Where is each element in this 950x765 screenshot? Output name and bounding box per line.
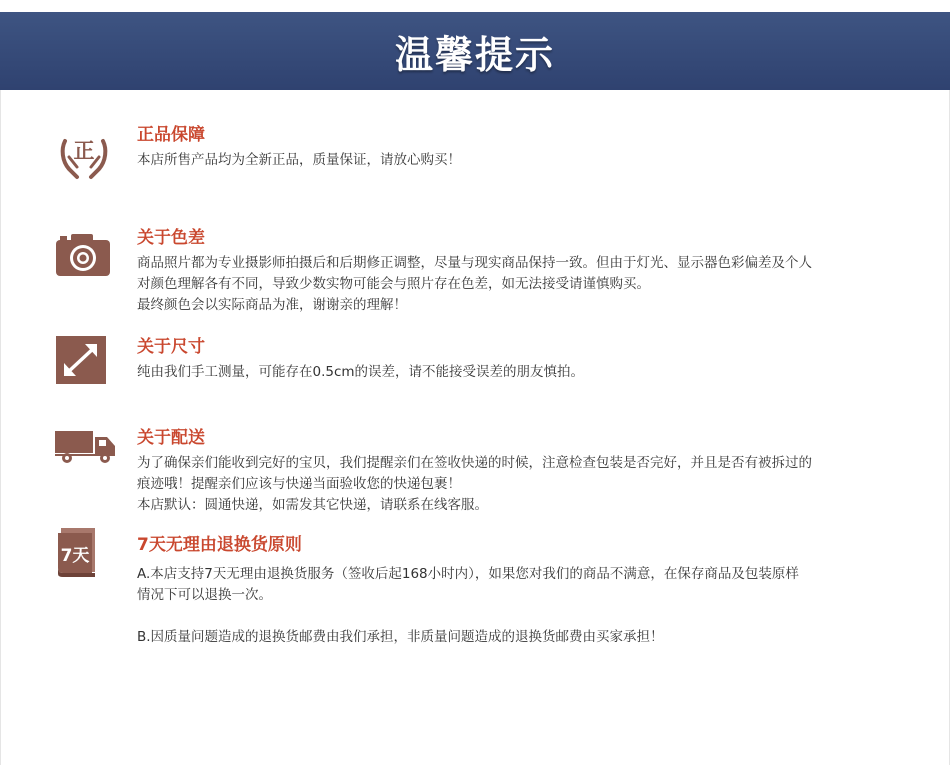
calendar-7-days-icon (55, 528, 113, 580)
section-text-line: 最终颜色会以实际商品为准，谢谢亲的理解！ (137, 297, 407, 313)
authentic-hands-icon (55, 127, 113, 179)
section-text-line: 商品照片都为专业摄影师拍摄后和后期修正调整，尽量与现实商品保持一致。但由于灯光、显示器色彩偏差及个人 (137, 255, 812, 271)
frame-left-border (0, 90, 1, 765)
section-text-line: 本店默认：圆通快递，如需发其它快递，请联系在线客服。 (137, 497, 488, 513)
section-text-line: 本店所售产品均为全新正品，质量保证，请放心购买！ (137, 152, 461, 168)
section-text-line: A.本店支持7天无理由退换货服务（签收后起168小时内），如果您对我们的商品不满意，在保存商品及包装原样 (137, 566, 799, 582)
section-text-line: 对颜色理解各有不同，导致少数实物可能会与照片存在色差，如无法接受请谨慎购买。 (137, 276, 650, 292)
section-title: 7天无理由退换货原则 (137, 535, 302, 555)
truck-icon (55, 428, 119, 480)
paragraph-gap (137, 606, 932, 627)
resize-arrow-icon (55, 335, 113, 387)
authentic-icon-label: 正 (73, 139, 95, 163)
section-text-line: 为了确保亲们能收到完好的宝贝，我们提醒亲们在签收快递的时候，注意检查包装是否完好，并且是否有被拆过的 (137, 455, 812, 471)
section-text-line: 痕迹哦！提醒亲们应该与快递当面验收您的快递包裹！ (137, 476, 461, 492)
header-banner (0, 12, 950, 90)
section-title: 正品保障 (137, 125, 205, 145)
section-text-line: 纯由我们手工测量，可能存在0.5cm的误差，请不能接受误差的朋友慎拍。 (137, 364, 585, 380)
section-title: 关于色差 (137, 228, 205, 248)
section-title: 关于配送 (137, 428, 205, 448)
section-text-line: B.因质量问题造成的退换货邮费由我们承担，非质量问题造成的退换货邮费由买家承担！ (137, 629, 664, 645)
section-text-line: 情况下可以退换一次。 (137, 587, 272, 603)
calendar-icon-label: 7天 (60, 546, 90, 566)
banner-title: 温馨提示 (394, 32, 555, 77)
section-title: 关于尺寸 (137, 337, 205, 357)
camera-icon (55, 232, 113, 284)
